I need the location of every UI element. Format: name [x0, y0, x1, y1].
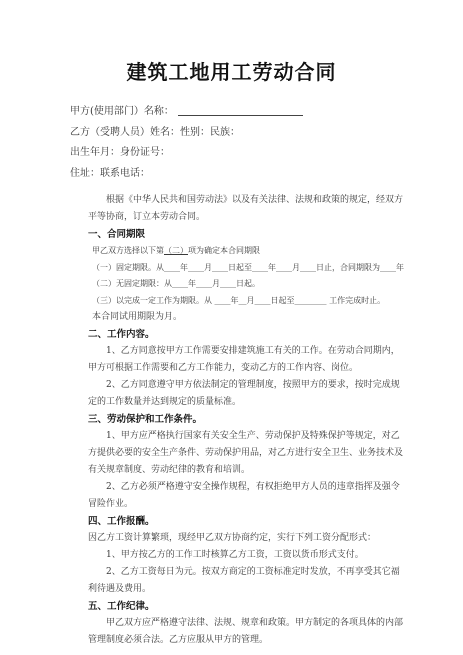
- section-2-paragraph-1: 1、乙方同意按甲方工作需要安排建筑施工有关的工作。在劳动合同期内，甲方可根据工作需要和乙方工作能力，变动乙方的工作内容、岗位。: [88, 346, 400, 373]
- section-4-paragraph-1: 1、甲方按乙方的工作工时核算乙方工资，工资以货币形式支付。: [106, 550, 364, 560]
- party-a-line: [70, 102, 303, 117]
- section-3-paragraph-1: 1、甲方应严格执行国家有关安全生产、劳动保护及特殊保护等规定，对乙方提供必要的安全生产条件、劳动保护用品，对乙方进行安全卫生、业务技术及有关规章制度、劳动纪律的教育和培训。: [88, 431, 404, 475]
- address-line: 住址：联系电话：: [70, 168, 150, 179]
- intro-paragraph: 根据《中华人民共和国劳动法》以及有关法律、法规和政策的规定，经双方平等协商，订立本劳动合同。: [88, 195, 404, 222]
- section-5-heading: 五、工作纪律。: [88, 601, 155, 612]
- party-a-label: 甲方(使用部门）名称：: [70, 106, 174, 117]
- term-choice-post: 项为确定本合同期限: [188, 246, 260, 255]
- section-5-paragraph-1: 甲乙双方应严格遵守法律、法规、规章和政策。甲方制定的各项具体的内部管理制度必须合法。乙方应服从甲方的管理。: [88, 618, 404, 645]
- section-3-paragraph-2: 2、乙方必须严格遵守安全操作规程，有权拒绝甲方人员的违章指挥及强令冒险作业。: [88, 482, 400, 509]
- term-choice-line: [88, 243, 404, 260]
- contract-body: [88, 192, 404, 649]
- term-choice-value: （二）: [164, 246, 188, 255]
- section-1-heading: 一、合同期限: [88, 229, 146, 240]
- section-4-intro: 因乙方工资计算繁琐，现经甲乙双方协商约定，实行下列工资分配形式：: [88, 533, 377, 543]
- section-2-heading: 二、工作内容。: [88, 329, 155, 340]
- section-3-heading: 三、劳动保护和工作条件。: [88, 414, 203, 425]
- birth-line: 出生年月：身份证号：: [70, 147, 170, 158]
- term-choice-pre: 甲乙双方选择以下第: [92, 246, 164, 255]
- term-option-3: （三）以完成一定工作为期限。从 ____年__月____日起至________ 工作完成时止。: [92, 295, 386, 305]
- section-2-paragraph-2: 2、乙方同意遵守甲方依法制定的管理制度，按照甲方的要求，按时完成规定的工作数量并达到规定的质量标准。: [88, 380, 400, 407]
- section-4-heading: 四、工作报酬。: [88, 516, 155, 527]
- party-a-name-blank: [178, 105, 303, 116]
- document-title: 建筑工地用工劳动合同: [126, 60, 337, 84]
- party-b-line: 乙方（受聘人员）姓名：性别：民族：: [70, 127, 240, 138]
- term-option-2: （二）无固定期限：从____年____月____日起。: [92, 279, 260, 288]
- term-option-1: （一）固定期限。从____年____月____日起至____年____月____日止，合同期限为____年: [92, 262, 404, 272]
- probation-line: 本合同试用期限为月。: [92, 312, 183, 322]
- section-4-paragraph-2: 2、乙方工资每日为元。按双方商定的工资标准定时发放，不再享受其它福利待遇及费用。: [88, 567, 400, 594]
